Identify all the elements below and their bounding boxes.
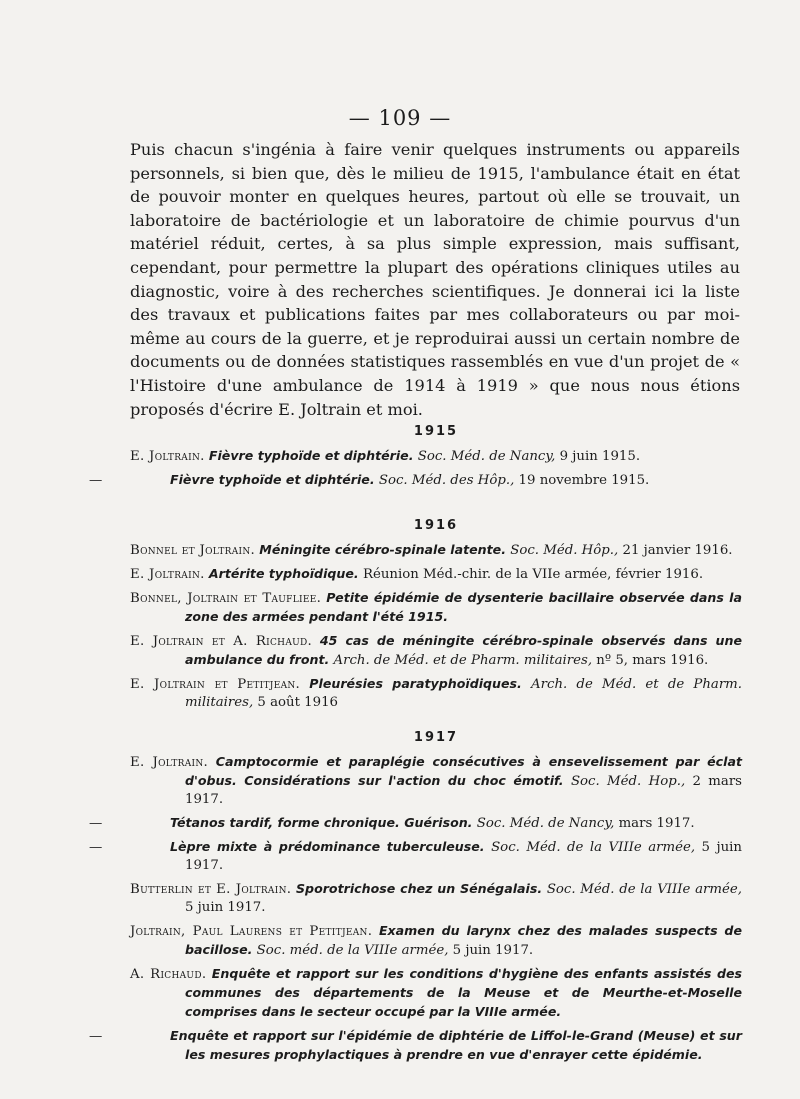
page-number: — 109 — <box>348 106 452 130</box>
entry-authors: E. Joltrain. <box>130 449 205 464</box>
entry-date: 21 janvier 1916. <box>622 543 733 558</box>
entry-source: Arch. de Méd. et de Pharm. militaires, <box>333 653 593 668</box>
entry-title: Camptocormie et paraplégie consécutives à ensevelissement par éclat d'obus. Considérations sur l'action du choc émotif. <box>185 754 742 788</box>
entry-source: Soc. Méd. de Nancy, <box>417 449 556 464</box>
entry-date: nº 5, mars 1916. <box>596 653 709 668</box>
intro-paragraph <box>130 138 740 421</box>
entry-title: Enquête et rapport sur l'épidémie de diphtérie de Liffol-le-Grand (Meuse) et sur les mesures prophylactiques à prendre en vue d'enrayer cette épidémie. <box>170 1028 742 1062</box>
entry-title: Lèpre mixte à prédominance tuberculeuse. <box>170 839 485 854</box>
ditto-dash: — <box>89 1029 103 1044</box>
ditto-dash: — <box>89 473 103 488</box>
entry-date: 2 mars 1917. <box>185 774 743 807</box>
entry-authors: Bonnel, Joltrain et Taufliee. <box>130 591 322 606</box>
section-year-heading: 1917 <box>413 730 459 745</box>
entry-title: Sporotrichose chez un Sénégalais. <box>295 881 543 896</box>
entry-title: Petite épidémie de dysenterie bacillaire observée dans la zone des armées pendant l'été 1915. <box>185 590 742 624</box>
bibliography-entry <box>89 1027 742 1065</box>
bibliography-entry <box>89 471 742 490</box>
entry-date: 5 août 1916 <box>257 695 338 710</box>
bibliography-entry <box>130 922 742 960</box>
bibliography-entry <box>89 838 742 875</box>
entry-source: Arch. de Méd. et de Pharm. militaires, <box>185 677 743 710</box>
intro-text: Puis chacun s'ingénia à faire venir quelques instruments ou appareils personnels, si bien que, dès le milieu de 1915, l'ambulance était en état de pouvoir monter en quelques heures, partout où elle se trouvait, un laboratoire de bactériologie et un laboratoire de chimie pourvus d'un matériel réduit, certes, à sa plus simple expression, mais suffisant, cependant, pour permettre la plupart des opérations cliniques utiles au diagnostic, voire à des recherches scientifiques. Je donnerai ici la liste des travaux et publications faites par mes collaborateurs ou par moi-même au cours de la guerre, et je reproduirai aussi un certain nombre de documents ou de données statistiques rassemblés en vue d'un projet de « l'Histoire d'une ambulance de 1914 à 1919 » que nous nous étions proposés d'écrire E. Joltrain et moi. <box>130 140 740 419</box>
bibliography-entry <box>130 632 742 670</box>
entry-authors: E. Joltrain. <box>130 755 209 770</box>
entry-title: 45 cas de méningite cérébro-spinale observés dans une ambulance du front. <box>185 633 742 667</box>
entry-title: Fièvre typhoïde et diphtérie. <box>170 472 375 487</box>
entry-authors: Joltrain, Paul Laurens et Petitjean. <box>130 924 373 939</box>
bibliography-entry <box>130 965 742 1022</box>
entry-source: Soc. Méd. de Nancy, <box>476 816 615 831</box>
entry-authors: A. Richaud. <box>130 967 207 982</box>
entry-source: Soc. Méd. de la VIIIe armée, <box>491 840 696 855</box>
entry-source: Soc. Méd. de la VIIIe armée, <box>546 882 742 897</box>
entry-authors: E. Joltrain et Petitjean. <box>130 677 301 692</box>
bibliography-entry <box>130 565 742 584</box>
entry-title: Tétanos tardif, forme chronique. Guérison. <box>170 815 473 830</box>
entry-date: 19 novembre 1915. <box>518 473 650 488</box>
entry-authors: E. Joltrain. <box>130 567 205 582</box>
section-year-heading: 1915 <box>413 424 459 439</box>
section-1916 <box>130 518 742 717</box>
entry-source: Soc. méd. de la VIIIe armée, <box>256 943 449 958</box>
bibliography-entry <box>130 589 742 627</box>
entry-title: Examen du larynx chez des malades suspects de bacillose. <box>185 923 742 957</box>
bibliography-entry <box>130 880 742 917</box>
section-1917 <box>89 730 743 1070</box>
entry-date: 5 juin 1917. <box>185 840 742 873</box>
ditto-dash: — <box>89 840 103 855</box>
entry-source: Soc. Méd. Hôp., <box>510 543 619 558</box>
entry-date: Réunion Méd.-chir. de la VIIe armée, février 1916. <box>362 567 704 582</box>
entry-source: Soc. Méd. Hop., <box>570 774 686 789</box>
entry-date: 5 juin 1917. <box>452 943 534 958</box>
entry-authors: Butterlin et E. Joltrain. <box>130 882 292 897</box>
bibliography-entry <box>130 753 742 809</box>
entry-title: Fièvre typhoïde et diphtérie. <box>208 448 414 463</box>
section-1915 <box>89 424 742 495</box>
entry-authors: E. Joltrain et A. Richaud. <box>130 634 313 649</box>
entry-date: 5 juin 1917. <box>185 900 266 915</box>
section-year-heading: 1916 <box>413 518 459 533</box>
entry-title: Enquête et rapport sur les conditions d'hygiène des enfants assistés des communes des départements de la Meuse et de Meurthe-et-Moselle comprises dans le secteur occupé par la VIIIe armée. <box>185 966 742 1019</box>
entry-title: Artérite typhoïdique. <box>208 566 359 581</box>
bibliography-entry <box>130 541 742 560</box>
bibliography-entry <box>130 675 742 712</box>
entry-source: Soc. Méd. des Hôp., <box>378 473 515 488</box>
entry-title: Méningite cérébro-spinale latente. <box>259 542 506 557</box>
entry-date: 9 juin 1915. <box>559 449 641 464</box>
entry-date: mars 1917. <box>618 816 695 831</box>
entry-authors: Bonnel et Joltrain. <box>130 543 256 558</box>
ditto-dash: — <box>89 816 103 831</box>
bibliography-entry <box>89 814 742 833</box>
entry-title: Pleurésies paratyphoïdiques. <box>309 676 522 691</box>
bibliography-entry <box>130 447 742 466</box>
